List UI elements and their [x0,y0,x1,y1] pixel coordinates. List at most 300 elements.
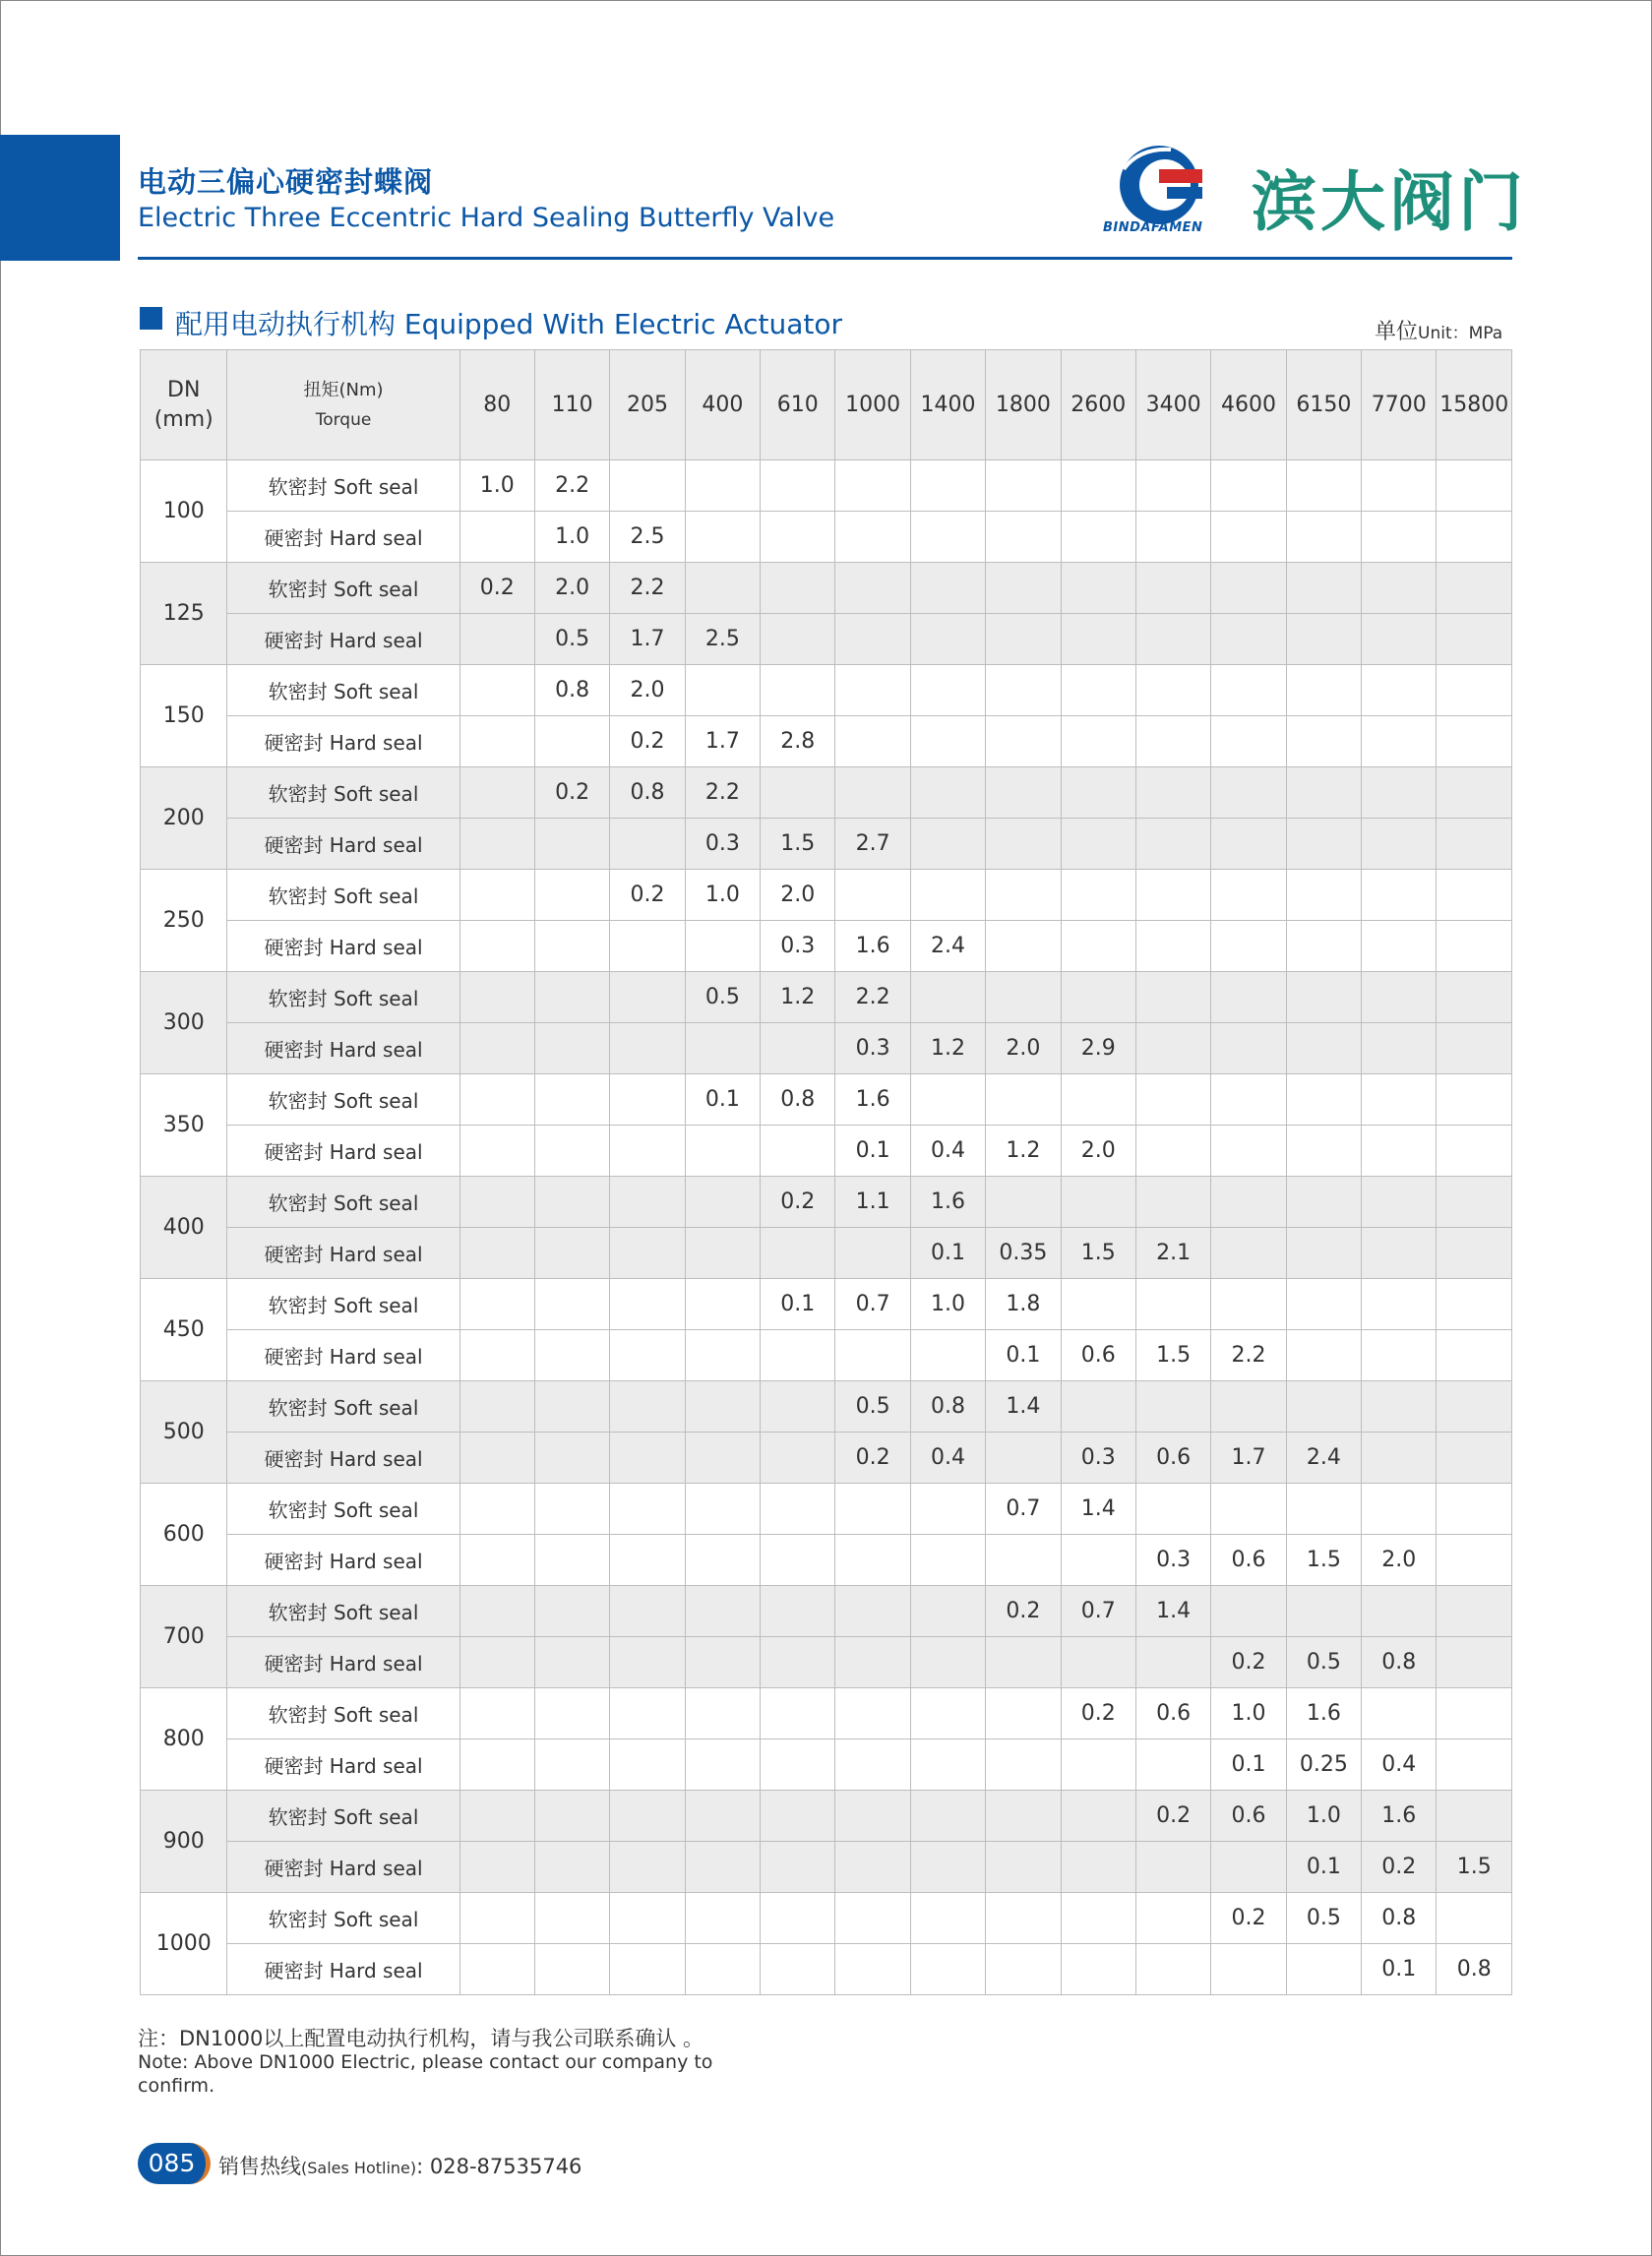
pressure-cell [459,1739,534,1791]
pressure-cell [685,921,760,972]
soft-seal-label: 软密封 Soft seal [227,1177,459,1228]
hard-seal-label: 硬密封 Hard seal [227,1023,459,1074]
pressure-cell: 0.5 [1286,1893,1361,1944]
pressure-cell [534,1893,609,1944]
pressure-cell: 0.6 [1211,1535,1286,1586]
soft-seal-label: 软密封 Soft seal [227,460,459,512]
pressure-cell: 0.2 [610,870,685,921]
pressure-cell: 2.0 [1362,1535,1437,1586]
pressure-cell [1135,819,1210,870]
pressure-cell [459,1228,534,1279]
pressure-cell [986,512,1061,563]
torque-column-header: 3400 [1135,350,1210,460]
table-row [141,870,1512,921]
torque-column-header: 205 [610,350,685,460]
pressure-cell [1135,665,1210,716]
dn-size-cell: 800 [141,1688,227,1791]
pressure-cell [534,1637,609,1688]
torque-column-header: 610 [761,350,835,460]
pressure-cell [1286,819,1361,870]
pressure-cell [761,1842,835,1893]
pressure-cell [610,1893,685,1944]
section-bullet-icon [140,307,162,330]
pressure-cell [1362,1177,1437,1228]
pressure-cell [1135,1126,1210,1177]
table-row [141,614,1512,665]
hotline-label-cn: 销售热线 [218,2155,301,2178]
pressure-cell [1061,563,1135,614]
pressure-cell [1135,614,1210,665]
pressure-cell [986,1433,1061,1484]
pressure-cell: 2.7 [835,819,910,870]
pressure-cell [910,716,985,767]
pressure-cell: 1.5 [1286,1535,1361,1586]
pressure-cell: 1.2 [761,972,835,1023]
pressure-cell: 0.3 [1061,1433,1135,1484]
pressure-cell [761,1739,835,1791]
pressure-cell: 0.2 [835,1433,910,1484]
pressure-cell [761,1381,835,1433]
pressure-cell [1135,1944,1210,1995]
soft-seal-label: 软密封 Soft seal [227,1688,459,1739]
pressure-cell: 2.8 [761,716,835,767]
table-row [141,1074,1512,1126]
pressure-cell: 0.1 [986,1330,1061,1381]
hard-seal-label: 硬密封 Hard seal [227,1842,459,1893]
pressure-cell [685,1739,760,1791]
pressure-cell [986,870,1061,921]
dn-header [141,350,227,460]
pressure-cell [685,1381,760,1433]
pressure-cell [1061,1791,1135,1842]
hard-seal-label: 硬密封 Hard seal [227,1228,459,1279]
pressure-cell [459,1637,534,1688]
pressure-cell [1286,1484,1361,1535]
pressure-cell [835,716,910,767]
pressure-cell: 0.4 [910,1433,985,1484]
pressure-cell [1362,819,1437,870]
pressure-cell [835,665,910,716]
pressure-cell [1437,870,1512,921]
soft-seal-label: 软密封 Soft seal [227,1791,459,1842]
pressure-cell: 0.2 [534,767,609,819]
footnote [138,2027,777,2098]
pressure-cell [1135,1484,1210,1535]
pressure-cell: 1.0 [1286,1791,1361,1842]
pressure-cell [459,512,534,563]
pressure-cell [1061,665,1135,716]
torque-column-header: 2600 [1061,350,1135,460]
pressure-cell [1286,1126,1361,1177]
table-row [141,1484,1512,1535]
torque-column-header: 80 [459,350,534,460]
pressure-cell [910,1074,985,1126]
soft-seal-label: 软密封 Soft seal [227,870,459,921]
page-title-cn: 电动三偏心硬密封蝶阀 [138,165,434,199]
pressure-cell [534,1535,609,1586]
pressure-cell [910,512,985,563]
pressure-cell [610,1433,685,1484]
pressure-cell [1437,614,1512,665]
pressure-cell [1362,614,1437,665]
pressure-cell [534,1944,609,1995]
pressure-cell [610,1739,685,1791]
pressure-cell [1286,1330,1361,1381]
pressure-cell [1061,1637,1135,1688]
pressure-cell [1061,1842,1135,1893]
pressure-cell: 2.0 [534,563,609,614]
sales-hotline [218,2151,581,2180]
pressure-cell [1437,1535,1512,1586]
table-row [141,921,1512,972]
pressure-cell [610,1330,685,1381]
pressure-cell [534,972,609,1023]
torque-column-header: 6150 [1286,350,1361,460]
pressure-cell [459,1535,534,1586]
pressure-cell [1286,614,1361,665]
torque-column-header: 1800 [986,350,1061,460]
pressure-cell [1061,870,1135,921]
pressure-cell [910,1739,985,1791]
pressure-cell [1211,1074,1286,1126]
pressure-cell [459,870,534,921]
pressure-cell [835,1739,910,1791]
pressure-cell [1061,921,1135,972]
pressure-cell [1211,1381,1286,1433]
pressure-cell [1135,1381,1210,1433]
soft-seal-label: 软密封 Soft seal [227,1279,459,1330]
pressure-cell [685,1126,760,1177]
pressure-cell [910,1484,985,1535]
pressure-cell: 2.0 [986,1023,1061,1074]
dn-size-cell: 250 [141,870,227,972]
pressure-cell [986,1842,1061,1893]
pressure-cell: 1.6 [910,1177,985,1228]
pressure-cell [835,1791,910,1842]
pressure-cell [685,1535,760,1586]
pressure-cell: 0.2 [1135,1791,1210,1842]
pressure-cell [910,563,985,614]
dn-size-cell: 100 [141,460,227,563]
pressure-cell [1286,460,1361,512]
torque-header [227,350,459,460]
pressure-cell [1211,1586,1286,1637]
dn-size-cell: 350 [141,1074,227,1177]
dn-size-cell: 600 [141,1484,227,1586]
hard-seal-label: 硬密封 Hard seal [227,1330,459,1381]
pressure-cell: 0.3 [761,921,835,972]
pressure-cell [685,1586,760,1637]
pressure-cell [1061,1535,1135,1586]
pressure-cell [761,665,835,716]
hard-seal-label: 硬密封 Hard seal [227,1944,459,1995]
pressure-cell [1437,460,1512,512]
pressure-cell [459,1381,534,1433]
pressure-cell: 1.1 [835,1177,910,1228]
soft-seal-label: 软密封 Soft seal [227,1074,459,1126]
pressure-cell [1211,460,1286,512]
pressure-cell [986,1688,1061,1739]
pressure-cell [1135,512,1210,563]
pressure-cell [1362,972,1437,1023]
table-row [141,1739,1512,1791]
pressure-cell [1286,767,1361,819]
pressure-cell [1211,1177,1286,1228]
pressure-cell [1211,767,1286,819]
dn-size-cell: 700 [141,1586,227,1688]
pressure-cell [1286,1381,1361,1433]
dn-size-cell: 450 [141,1279,227,1381]
dn-size-cell: 900 [141,1791,227,1893]
pressure-cell [459,1126,534,1177]
unit-label [1375,315,1502,345]
torque-header-line1: 扭矩(Nm) [303,379,384,400]
pressure-cell: 0.5 [835,1381,910,1433]
footnote-en: Note: Above DN1000 Electric, please contact our company to confirm. [138,2051,713,2097]
hard-seal-label: 硬密封 Hard seal [227,819,459,870]
pressure-cell [1286,1228,1361,1279]
pressure-cell: 0.1 [1362,1944,1437,1995]
pressure-cell [1286,665,1361,716]
pressure-cell [459,1279,534,1330]
pressure-cell: 1.4 [1061,1484,1135,1535]
pressure-cell [761,1330,835,1381]
table-row [141,1228,1512,1279]
soft-seal-label: 软密封 Soft seal [227,972,459,1023]
pressure-cell [1211,563,1286,614]
pressure-cell: 0.5 [1286,1637,1361,1688]
pressure-cell: 2.0 [1061,1126,1135,1177]
pressure-cell [685,1228,760,1279]
pressure-cell [610,460,685,512]
pressure-cell [835,870,910,921]
pressure-cell [761,1893,835,1944]
pressure-cell [835,614,910,665]
hard-seal-label: 硬密封 Hard seal [227,1637,459,1688]
pressure-cell [1362,1228,1437,1279]
pressure-cell [534,1177,609,1228]
pressure-cell [761,1586,835,1637]
pressure-cell: 0.2 [610,716,685,767]
pressure-cell [534,1228,609,1279]
pressure-cell [986,1637,1061,1688]
pressure-cell [910,665,985,716]
unit-label-cn: 单位 [1375,320,1419,344]
pressure-cell [1211,1023,1286,1074]
pressure-cell [534,870,609,921]
pressure-cell [1437,1484,1512,1535]
pressure-cell [685,665,760,716]
pressure-cell [685,1279,760,1330]
pressure-cell [610,1791,685,1842]
table-row [141,1535,1512,1586]
table-row [141,1791,1512,1842]
pressure-cell [1437,1126,1512,1177]
pressure-cell [1362,1688,1437,1739]
dn-size-cell: 200 [141,767,227,870]
pressure-cell [1437,1688,1512,1739]
soft-seal-label: 软密封 Soft seal [227,1484,459,1535]
pressure-cell: 2.2 [534,460,609,512]
pressure-cell [685,1433,760,1484]
pressure-cell [1061,1074,1135,1126]
pressure-cell: 0.2 [459,563,534,614]
table-row [141,563,1512,614]
pressure-cell [1286,972,1361,1023]
table-row [141,716,1512,767]
pressure-cell [1437,1023,1512,1074]
pressure-cell: 1.5 [1135,1330,1210,1381]
hotline-number: : 028-87535746 [416,2155,582,2178]
header-divider [138,257,1512,260]
pressure-cell [986,1791,1061,1842]
pressure-cell: 0.6 [1211,1791,1286,1842]
pressure-cell [1061,767,1135,819]
pressure-cell: 1.0 [534,512,609,563]
pressure-cell [1286,1944,1361,1995]
pressure-cell [910,614,985,665]
pressure-cell: 0.3 [685,819,760,870]
pressure-cell: 1.5 [1061,1228,1135,1279]
pressure-cell [610,819,685,870]
pressure-cell: 0.25 [1286,1739,1361,1791]
table-row [141,1381,1512,1433]
pressure-cell [910,1944,985,1995]
pressure-cell [1061,614,1135,665]
pressure-cell: 0.1 [685,1074,760,1126]
hotline-label-en: (Sales Hotline) [301,2159,417,2177]
pressure-cell: 0.4 [910,1126,985,1177]
pressure-cell [610,1126,685,1177]
pressure-cell [459,1688,534,1739]
pressure-cell [1061,1893,1135,1944]
pressure-cell [1437,767,1512,819]
pressure-cell [986,767,1061,819]
pressure-cell [1437,512,1512,563]
pressure-cell [1135,1023,1210,1074]
pressure-cell: 1.0 [459,460,534,512]
table-row [141,1637,1512,1688]
pressure-cell [459,716,534,767]
pressure-cell: 1.4 [986,1381,1061,1433]
pressure-cell [1437,716,1512,767]
pressure-cell [1286,1586,1361,1637]
table-row [141,767,1512,819]
pressure-cell: 2.2 [685,767,760,819]
pressure-cell [1061,1177,1135,1228]
pressure-cell [1135,1637,1210,1688]
pressure-cell [1135,1842,1210,1893]
torque-column-header: 1000 [835,350,910,460]
pressure-cell [685,1177,760,1228]
pressure-cell [761,1023,835,1074]
pressure-cell: 0.6 [1135,1433,1210,1484]
pressure-cell: 0.8 [910,1381,985,1433]
pressure-cell [1286,563,1361,614]
pressure-cell [1286,1074,1361,1126]
pressure-cell: 1.7 [610,614,685,665]
pressure-cell [1061,819,1135,870]
pressure-cell [835,1228,910,1279]
pressure-cell: 0.8 [1362,1893,1437,1944]
pressure-cell [534,1688,609,1739]
pressure-cell [835,1535,910,1586]
pressure-cell [685,1944,760,1995]
hard-seal-label: 硬密封 Hard seal [227,1126,459,1177]
pressure-cell [1437,665,1512,716]
pressure-cell: 0.4 [1362,1739,1437,1791]
pressure-cell [910,767,985,819]
soft-seal-label: 软密封 Soft seal [227,1381,459,1433]
pressure-cell [1362,1126,1437,1177]
pressure-cell [835,460,910,512]
pressure-cell [1135,767,1210,819]
pressure-cell [610,1586,685,1637]
pressure-cell [1362,767,1437,819]
soft-seal-label: 软密封 Soft seal [227,563,459,614]
pressure-cell: 0.1 [1286,1842,1361,1893]
table-row [141,1023,1512,1074]
pressure-cell [1362,1433,1437,1484]
pressure-cell [1211,665,1286,716]
pressure-cell [610,1023,685,1074]
pressure-cell [610,921,685,972]
pressure-cell [1362,716,1437,767]
pressure-cell [761,1791,835,1842]
pressure-cell [1437,1739,1512,1791]
pressure-cell [1061,1739,1135,1791]
pressure-cell [986,563,1061,614]
pressure-cell [910,1535,985,1586]
pressure-cell [986,716,1061,767]
pressure-cell [835,1893,910,1944]
pressure-cell [1437,1433,1512,1484]
pressure-cell: 2.4 [1286,1433,1361,1484]
pressure-cell: 2.2 [1211,1330,1286,1381]
pressure-cell: 1.2 [910,1023,985,1074]
pressure-cell [1362,1330,1437,1381]
pressure-cell: 0.1 [761,1279,835,1330]
pressure-cell [1437,1381,1512,1433]
pressure-cell: 1.6 [1362,1791,1437,1842]
pressure-cell [1362,1484,1437,1535]
pressure-cell [534,1484,609,1535]
pressure-cell [610,972,685,1023]
pressure-cell [1362,921,1437,972]
pressure-cell [1135,1074,1210,1126]
pressure-cell: 1.5 [1437,1842,1512,1893]
pressure-cell: 0.8 [761,1074,835,1126]
pressure-cell [910,1586,985,1637]
pressure-cell [1061,1279,1135,1330]
pressure-cell [459,767,534,819]
pressure-cell: 2.2 [610,563,685,614]
pressure-cell [1437,1893,1512,1944]
pressure-cell [910,819,985,870]
hard-seal-label: 硬密封 Hard seal [227,716,459,767]
pressure-cell [1437,1074,1512,1126]
pressure-cell [1211,870,1286,921]
pressure-cell [1286,870,1361,921]
pressure-cell [1135,1279,1210,1330]
pressure-cell [910,1791,985,1842]
pressure-cell [986,972,1061,1023]
pressure-cell [1286,512,1361,563]
pressure-cell [1211,1944,1286,1995]
dn-header-line2: (mm) [153,406,214,432]
pressure-cell [761,1688,835,1739]
pressure-cell [910,460,985,512]
